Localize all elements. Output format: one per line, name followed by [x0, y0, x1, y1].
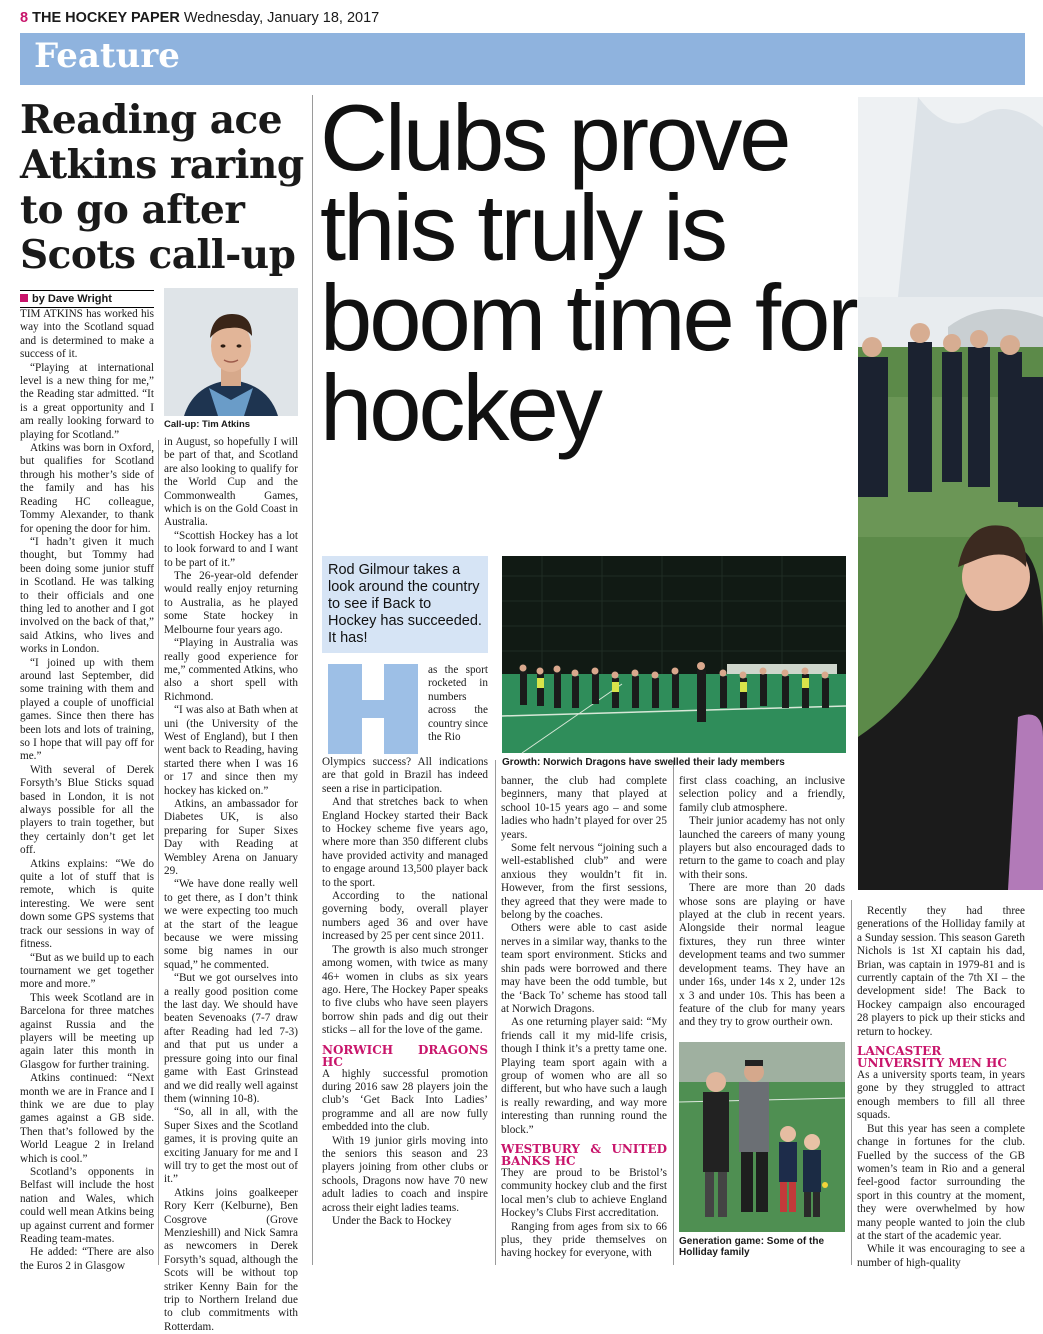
holliday-photo-caption: Generation game: Some of the Holliday family: [679, 1236, 825, 1258]
paragraph: Atkins joins goalkeeper Rory Kerr (Kelburne), Ben Cosgrove (Grove Menzieshill) and Nick Samra as newcomers in Derek Forsyth’s squad, although the Scots will be without top striker Kenny Bain for the trip to Northern Ireland due to club commitments with Rotterdam.: [164, 1186, 298, 1333]
paragraph: They are proud to be Bristol’s community hockey club and the first local men’s club to achieve England Hockey’s Clubs First accreditation.: [501, 1166, 667, 1220]
paragraph: While it was encouraging to see a number of high-quality: [857, 1243, 1025, 1269]
column-rule: [673, 760, 674, 1265]
paragraph: This week Scotland are in Barcelona for three matches against Russia and the players will be meeting up again later this month in Glasgow for further training.: [20, 991, 154, 1071]
paragraph: And that stretches back to when England Hockey started their Back to Hockey scheme five years ago, where more than 350 different clubs have provided activity and managed to engage around 13,500 player back to the sport.: [322, 796, 488, 889]
portrait-illustration: [164, 288, 298, 416]
main-column-4: [857, 905, 1025, 1270]
players-photo: [858, 97, 1043, 890]
main-column-1: [322, 664, 488, 1228]
paragraph: But this year has seen a complete change in fortunes for the club. Fuelled by the success of the GB women’s team in Rio and a general feel-good factor surrounding the sport in this country at the moment, they were overwhelmed by how many people wanted to join the club at the start of the academic year.: [857, 1122, 1025, 1242]
paragraph: Scotland’s opponents in Belfast will include the host nation and Wales, which could well mean Atkins being up against current and former Reading team-mates.: [20, 1166, 154, 1246]
norwich-photo-caption: Growth: Norwich Dragons have swelled their lady members: [502, 757, 785, 768]
column-rule: [158, 440, 159, 1265]
portrait-caption: Call-up: Tim Atkins: [164, 419, 251, 430]
subhead-lancaster: LANCASTER UNIVERSITY MEN HC: [857, 1044, 1007, 1071]
paragraph: TIM ATKINS has worked his way into the Scotland squad and is determined to make a success of it.: [20, 308, 154, 361]
paragraph: “I joined up with them around last September, did some training with them and played a couple of unofficial games. Since then there has been lots and lots of training, so I hope that will pay off for me.”: [20, 656, 154, 763]
paragraph: “But as we build up to each tournament we get together more and more.”: [20, 951, 154, 991]
players-illustration: [858, 97, 1043, 890]
drop-cap: [322, 664, 422, 754]
paragraph: Some felt nervous “joining such a well-established club” and were anxious they wouldn’t fit in. However, from the first sessions, they agreed that they were made to belong by the coaches.: [501, 842, 667, 922]
portrait-photo: [164, 288, 298, 416]
page-number: 8: [20, 10, 29, 26]
drop-cap-letter: [322, 664, 422, 754]
paragraph: With several of Derek Forsyth’s Blue Sticks squad based in London, it is not always possible for all the players to train together, but they certainly don’t get let off.: [20, 763, 154, 857]
paragraph: banner, the club had complete beginners, many that played at school 10-15 years ago – and some ladies who hadn’t played for over 25 years.: [501, 775, 667, 841]
section-bar: [20, 33, 1025, 85]
norwich-dragons-photo: [502, 556, 846, 753]
paragraph: Ranging from ages from six to 66 plus, they pride themselves on having hockey for everyone, with: [501, 1220, 667, 1260]
paragraph: as the sport rocketed in numbers across the country since the Rio: [428, 664, 488, 744]
paragraph: As one returning player said: “My friends call it my mid-life crisis, though I think it’s a pretty tame one. Playing team sport again with a group of women who are all so different, but who have such a laugh is really rewarding, and way more interesting than running round the block.”: [501, 1016, 667, 1136]
floodlit-pitch-illustration: [502, 556, 846, 753]
paragraph: “Playing at international level is a new thing for me,” the Reading star admitted. “It is a great opportunity and I am really looking forward to playing for Scotland.”: [20, 361, 154, 441]
paragraph: “I hadn’t given it much thought, but Tommy had been doing some junior stuff in Scotland. He was talking to their officials and one thing led to another and I got involved on the back of that,” said Atkins, who lives and works in London.: [20, 535, 154, 656]
byline-marker: [20, 294, 28, 302]
paragraph: Olympics success? All indications are that gold in Brazil has indeed seen a rise in participation.: [322, 756, 488, 795]
column-rule: [312, 95, 313, 1265]
paragraph: “So, all in all, with the Super Sixes and the Scotland games, it is proving quite an exciting January for me and I will try to get the most out of it.”: [164, 1106, 298, 1186]
standfirst: Rod Gilmour takes a look around the country to see if Back to Hockey has succeeded. It has!: [322, 556, 488, 653]
paragraph: The growth is also much stronger among women, with twice as many 46+ women in clubs as six years ago. Here, The Hockey Paper speaks to five clubs who have seen players borrow shin pads and dig out their sticks – all for the love of the game.: [322, 943, 488, 1037]
paragraph: Atkins, an ambassador for Diabetes UK, is also preparing for Super Sixes Day with Reading at Wembley Arena on January 29.: [164, 797, 298, 877]
paragraph: Others were able to cast aside nerves in a similar way, thanks to the team sport environment. Sticks and shin pads were borrowed and there may have been the odd tumble, but the ‘Back To’ scheme has stood tall at Norwich Dragons.: [501, 922, 667, 1015]
paragraph: With 19 junior girls moving into the seniors this season and 23 players joining from other clubs or schools, Dragons now have 70 new adult ladies to coach and inspire across their eight ladies teams.: [322, 1134, 488, 1214]
paragraph: He added: “There are also the Euros 2 in Glasgow: [20, 1246, 154, 1272]
paper-name: THE HOCKEY PAPER: [32, 10, 180, 26]
main-column-2: [501, 775, 667, 1261]
paragraph: “I was also at Bath when at uni (the University of the West of England), but I then went back to Reading, having started there when I was 16 or 17 and since then my hockey has kicked on.”: [164, 704, 298, 797]
paragraph: The 26-year-old defender would really enjoy returning to Australia, as he played some State hockey in Melbourne four years ago.: [164, 570, 298, 636]
column-rule: [851, 900, 852, 1265]
paragraph: “Playing in Australia was really good experience for me,” commented Atkins, who also a short spell with Richmond.: [164, 637, 298, 703]
paragraph: As a university sports team, in years gone by they struggled to attract enough members to fill all three squads.: [857, 1069, 1025, 1122]
side-column-1: [20, 308, 154, 1273]
paragraph: Atkins explains: “We do quite a lot of stuff that is remote, which is quite interesting. We were sent down some GPS systems that track our sessions in way of fitness.: [20, 857, 154, 951]
paragraph: “We have done really well to get there, as I don’t think we were expecting too much at the start of the league because we were missing some big names in our squad,” he commented.: [164, 878, 298, 971]
section-title: Feature: [34, 36, 180, 76]
paragraph: first class coaching, an inclusive selection policy and a friendly, family club atmosphere.: [679, 775, 845, 814]
paragraph: Atkins was born in Oxford, but qualifies for Scotland through his mother’s side of the family and has his Reading HC colleague, Tommy Alexander, to thank for opening the door for him.: [20, 442, 154, 535]
byline: [20, 290, 154, 308]
side-column-2: [164, 436, 298, 1334]
paragraph: in August, so hopefully I will be part of that, and Scotland are also looking to qualify for the World Cup and the Commonwealth Games, which is on the Gold Coast in Australia.: [164, 436, 298, 529]
subhead-norwich: NORWICH DRAGONS HC: [322, 1042, 488, 1069]
subhead-westbury: WESTBURY & UNITED BANKS HC: [501, 1141, 667, 1168]
paragraph: Under the Back to Hockey: [332, 1215, 452, 1227]
paragraph: Their junior academy has not only launched the careers of many young players but also encouraged dads to return to the game to coach and play with their sons.: [679, 815, 845, 881]
paragraph: According to the national governing body, overall player numbers aged 36 and over have increased by 25 per cent since 2011.: [322, 890, 488, 943]
side-headline: Reading ace Atkins raring to go after Scots call-up: [20, 97, 304, 278]
main-column-3: [679, 775, 845, 1030]
paragraph: “But we got ourselves into a really good position come the last day. We should have beaten Sevenoaks (7-7 draw after Reading had led 7-3) and that put us under a pressure going into our final game with East Grinstead and we did really well against them (winning 10-8).: [164, 972, 298, 1105]
paragraph: Recently they had three generations of the Holliday family at a Sunday session. This season Gareth Nichols is 1st XI captain his dad, Brian, was captain in 1979-81 and is currently captain of the 7th XI – the development side! The Back to Hockey campaign also encouraged 28 players to pick up their sticks and return to hockey.: [857, 905, 1025, 1038]
issue-date: Wednesday, January 18, 2017: [183, 10, 380, 26]
main-headline: Clubs prove this truly is boom time for hockey: [320, 85, 856, 460]
holliday-family-photo: [679, 1042, 845, 1232]
family-illustration: [679, 1042, 845, 1232]
paragraph: Atkins continued: “Next month we are in France and I think we are due to play games against a GB side. Then that’s followed by the World League 2 in Ireland which is cool.”: [20, 1072, 154, 1165]
paragraph: There are more than 20 dads whose sons are playing or have played at the club in recent years. Alongside their normal league fixtures, they run three winter development teams and two summer development teams. They have an under 16s, under 14s x 2, under 12s x 3 and under 10s. This has been a feature of the club for many years and they try to grow ourtheir own.: [679, 882, 845, 1029]
column-rule: [495, 760, 496, 1265]
masthead: [20, 10, 1020, 32]
paragraph: “Scottish Hockey has a lot to look forward to and I want to be part of it.”: [164, 529, 298, 569]
paragraph: A highly successful promotion during 2016 saw 28 players join the club’s ‘Get Back Into Ladies’ programme and all are now fully embedded into the club.: [322, 1067, 488, 1134]
byline-text: by Dave Wright: [32, 293, 112, 305]
